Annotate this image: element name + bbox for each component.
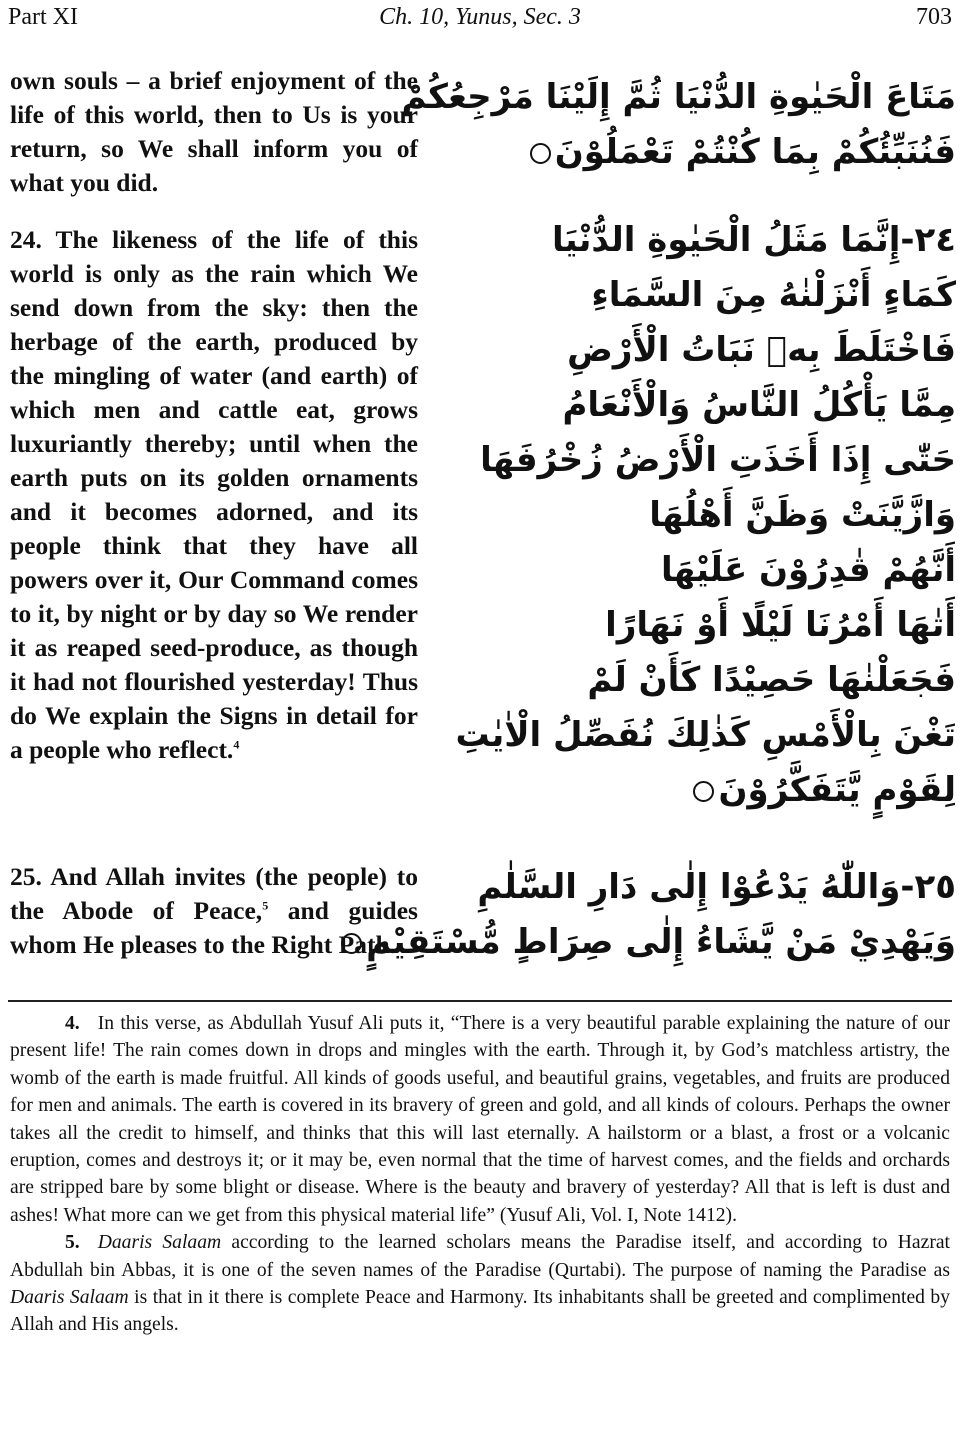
footnotes bbox=[10, 1010, 950, 1339]
arabic-line: تَغْنَ بِالْأَمْسِ كَذٰلِكَ نُفَصِّلُ الْاٰيٰتِ bbox=[455, 715, 956, 755]
footnote-ref-5[interactable]: 5 bbox=[262, 898, 269, 913]
arabic-line: ٢٤-إِنَّمَا مَثَلُ الْحَيٰوةِ الدُّنْيَا bbox=[551, 220, 956, 260]
chapter-heading: Ch. 10, Yunus, Sec. 3 bbox=[379, 4, 581, 30]
footnote-term: Daaris Salaam bbox=[97, 1232, 222, 1254]
footnote-divider bbox=[8, 1000, 952, 1002]
arabic-line: كَمَاءٍ أَنْزَلْنٰهُ مِنَ السَّمَاءِ bbox=[591, 275, 956, 315]
ayah-end-icon bbox=[341, 933, 362, 954]
arabic-line: أَتٰهَا أَمْرُنَا لَيْلًا أَوْ نَهَارًا bbox=[605, 605, 956, 645]
arabic-block-24 bbox=[440, 213, 956, 818]
arabic-line: مِمَّا يَأْكُلُ النَّاسُ وَالْأَنْعَامُ bbox=[562, 385, 956, 425]
page-number: 703 bbox=[916, 4, 952, 30]
footnote-number: 4. bbox=[65, 1013, 80, 1034]
footnote-number: 5. bbox=[65, 1232, 80, 1254]
footnote-text: is that in it there is complete Peace and Harmony. Its inhabitants shall be greeted and complimented by Allah and His angels. bbox=[10, 1287, 950, 1336]
footnote-5 bbox=[10, 1229, 950, 1339]
arabic-line: ٢٥-وَاللّٰهُ يَدْعُوْا إِلٰى دَارِ السَّلٰمِ bbox=[477, 867, 956, 907]
arabic-line: مَتَاعَ الْحَيٰوةِ الدُّنْيَا ثُمَّ إِلَيْنَا مَرْجِعُكُمْ bbox=[401, 77, 956, 117]
arabic-line: فَجَعَلْنٰهَا حَصِيْدًا كَأَنْ لَمْ bbox=[587, 660, 956, 700]
footnote-ref-4[interactable]: 4 bbox=[233, 737, 240, 752]
footnote-text: In this verse, as Abdullah Yusuf Ali puts it, “There is a very beautiful parable explaining the nature of our present life! The rain comes down in drops and mingles with the earth. Through it, by God’s matchless artistry, the womb of the earth is made fruitful. All kinds of goods useful, and beautiful grains, vegetables, and fruits are produced for men and animals. The earth is covered in its bravery of green and gold, and all kinds of colours. Perhaps the owner takes all the credit to himself, and thinks that this will last eternally. A hailstorm or a blast, a frost or a volcanic eruption, comes and destroys it; or it may be, even normal that the time of harvest comes, and the fields and orchards are stripped bare by some blight or disease. Where is the beauty and bravery of yesterday? All that is left is dust and ashes! What more can we get from this physical material life” (Yusuf Ali, Vol. I, Note 1412). bbox=[10, 1013, 950, 1226]
arabic-line bbox=[366, 915, 956, 970]
translation-text bbox=[10, 223, 418, 767]
verse-25-text-a: 25. And Allah invites (the people) to the Abode of Peace, bbox=[10, 862, 418, 925]
ayah-end-icon bbox=[530, 143, 551, 164]
arabic-line-text: لِقَوْمٍ يَّتَفَكَّرُوْنَ bbox=[718, 770, 956, 810]
footnote-text: according to the learned scholars means the Paradise itself, and according to Hazrat Abdullah bin Abbas, it is one of the seven names of the Paradise (Qurtabi). The purpose of naming the Paradise as bbox=[10, 1232, 950, 1281]
arabic-line-text: وَيَهْدِيْ مَنْ يَّشَاءُ إِلٰى صِرَاطٍ مُّسْتَقِيْمٍ bbox=[366, 922, 956, 962]
part-label: Part XI bbox=[8, 4, 78, 30]
arabic-line: حَتّٰى إِذَا أَخَذَتِ الْأَرْضُ زُخْرُفَهَا bbox=[480, 440, 956, 480]
footnote-4 bbox=[10, 1010, 950, 1229]
arabic-line: أَنَّهُمْ قٰدِرُوْنَ عَلَيْهَا bbox=[660, 550, 956, 590]
page-header bbox=[8, 4, 952, 34]
footnote-term: Daaris Salaam bbox=[10, 1287, 129, 1309]
translation-block-24 bbox=[10, 223, 418, 767]
ayah-end-icon bbox=[693, 781, 714, 802]
translation-text: own souls – a brief enjoyment of the life of this world, then to Us is your return, so We shall inform you of what you did. bbox=[10, 66, 418, 197]
verse-25-text-b: and guides whom He pleases to the Right Path. bbox=[10, 896, 418, 959]
translation-block-1 bbox=[10, 64, 418, 200]
arabic-line: وَازَّيَّنَتْ وَظَنَّ أَهْلُهَا bbox=[649, 495, 956, 535]
arabic-line bbox=[440, 763, 956, 818]
verse-24-text: 24. The likeness of the life of this world is only as the rain which We send down from the sky: then the herbage of the earth, produced by the mingling of water (and earth) of which men and cattle eat, grows luxuriantly thereby; until when the earth puts on its golden ornaments and it becomes adorned, and its people think that they have all powers over it, Our Command comes to it, by night or by day so We render it as reaped seed-produce, as though it had not flourished yesterday! Thus do We explain the Signs in detail for a people who reflect. bbox=[10, 225, 418, 764]
arabic-line-text: فَنُنَبِّئُكُمْ بِمَا كُنْتُمْ تَعْمَلُوْنَ bbox=[554, 132, 956, 172]
arabic-line bbox=[440, 125, 956, 180]
arabic-block-1 bbox=[401, 70, 956, 180]
arabic-line: فَاخْتَلَطَ بِهٖ نَبَاتُ الْأَرْضِ bbox=[567, 330, 956, 370]
arabic-block-25 bbox=[366, 860, 956, 970]
